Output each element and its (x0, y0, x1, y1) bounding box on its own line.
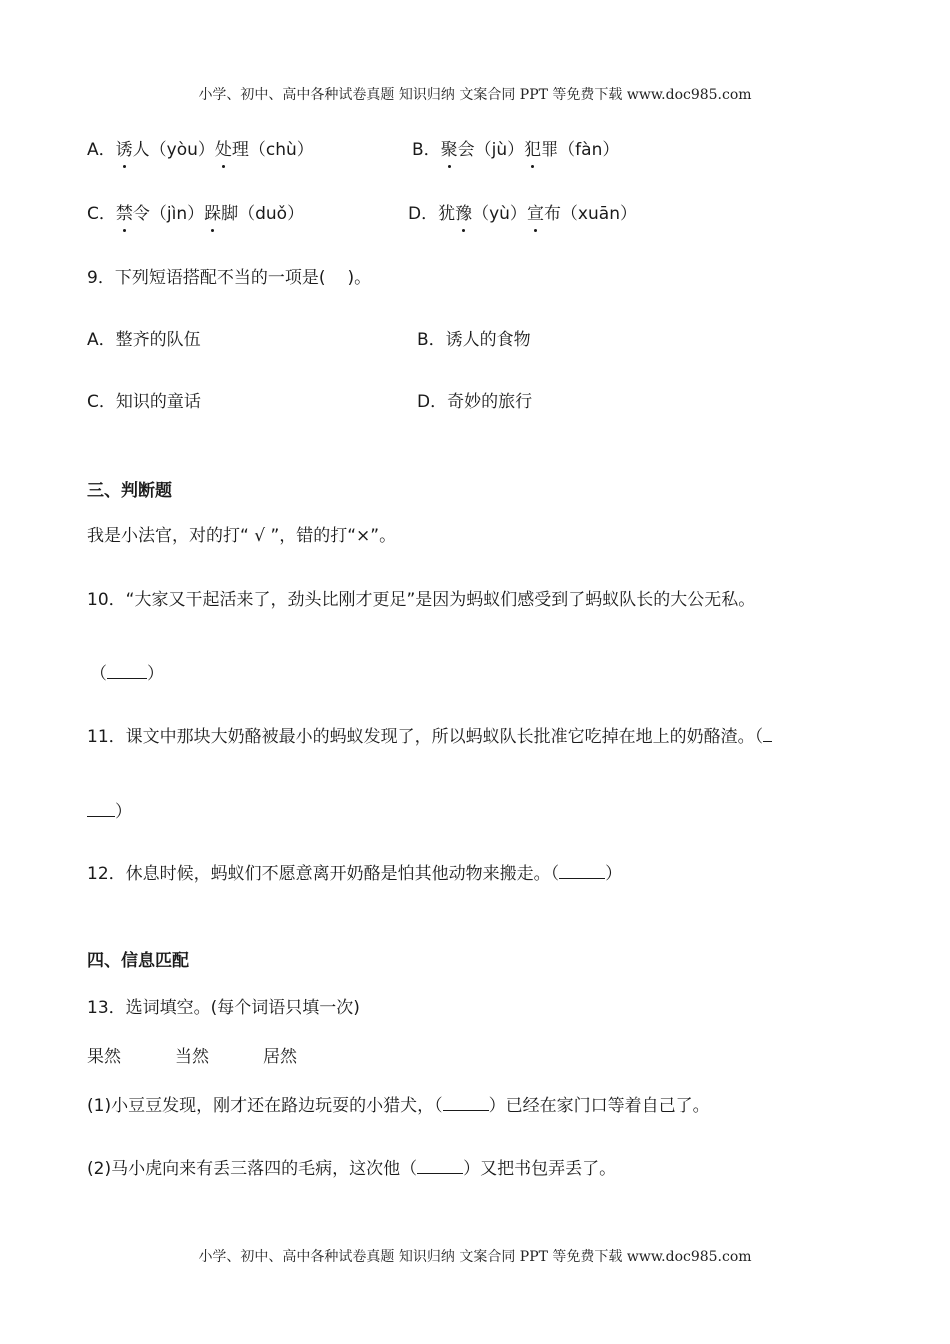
q9-stem (87, 266, 371, 290)
word-option: 当然 (175, 1047, 209, 1067)
option-text: 犹 (438, 204, 456, 224)
option-label: B． (412, 140, 441, 160)
word-option: 居然 (263, 1047, 297, 1067)
dotted-char: 诱 (115, 140, 133, 160)
question-text: 11．课文中那块大奶酪被最小的蚂蚁发现了，所以蚂蚁队长批准它吃掉在地上的奶酪渣。（ (87, 727, 764, 747)
answer-blank[interactable] (107, 662, 147, 679)
answer-blank[interactable] (559, 862, 605, 879)
bracket: ） (605, 864, 623, 884)
dotted-char: 禁 (115, 204, 133, 224)
answer-blank[interactable] (763, 725, 772, 742)
option-label: C． (87, 204, 116, 224)
q8-option-a (87, 138, 314, 162)
option-text: （yù） (472, 204, 527, 224)
dotted-char: 聚 (440, 140, 458, 160)
option-label: A． (87, 140, 116, 160)
question-text: 9．下列短语搭配不当的一项是( (87, 268, 326, 288)
section-title: 三、判断题 (87, 481, 172, 501)
item-text: (2)马小虎向来有丢三落四的毛病，这次他（ (87, 1159, 418, 1179)
option-text: 人（yòu） (132, 140, 215, 160)
q11-text (87, 725, 772, 749)
option-text: 理（chù） (231, 140, 314, 160)
item-text: ）又把书包弄丢了。 (463, 1159, 617, 1179)
answer-blank[interactable] (417, 1157, 463, 1174)
answer-blank[interactable] (87, 800, 115, 817)
question-text: )。 (347, 268, 372, 288)
item-text: (1)小豆豆发现，刚才还在路边玩耍的小猎犬，（ (87, 1096, 443, 1116)
dotted-char: 犯 (524, 140, 542, 160)
option-label: D． (408, 204, 439, 224)
dotted-char: 跺 (204, 204, 222, 224)
q10-answer (90, 662, 164, 686)
q11-answer (87, 800, 132, 824)
q12-text (87, 862, 622, 886)
q8-option-d (408, 202, 637, 226)
page-footer: 小学、初中、高中各种试卷真题 知识归纳 文案合同 PPT 等免费下载 www.doc985.com (198, 1249, 752, 1265)
q13-item-2 (87, 1157, 616, 1181)
option-text: 罪（fàn） (541, 140, 620, 160)
option-text: 令（jìn） (132, 204, 205, 224)
bracket: （ (90, 664, 107, 684)
q9-option-d: D．奇妙的旅行 (417, 392, 533, 412)
q8-option-c (87, 202, 304, 226)
q10-text: 10．“大家又干起活来了，劲头比刚才更足”是因为蚂蚁们感受到了蚂蚁队长的大公无私。 (87, 590, 756, 610)
q9-option-a: A．整齐的队伍 (87, 330, 201, 350)
q13-text: 13．选词填空。(每个词语只填一次) (87, 998, 360, 1018)
option-text: 会（jù） (457, 140, 525, 160)
dotted-char: 宣 (526, 204, 544, 224)
dotted-char: 豫 (455, 204, 473, 224)
word-bank (87, 1045, 351, 1069)
q9-option-c: C．知识的童话 (87, 392, 201, 412)
question-text: 12．休息时候，蚂蚁们不愿意离开奶酪是怕其他动物来搬走。（ (87, 864, 560, 884)
page-header: 小学、初中、高中各种试卷真题 知识归纳 文案合同 PPT 等免费下载 www.doc985.com (198, 87, 752, 103)
dotted-char: 处 (214, 140, 232, 160)
word-option: 果然 (87, 1047, 121, 1067)
option-text: 脚（duǒ） (221, 204, 305, 224)
q8-option-b (412, 138, 619, 162)
section-title: 四、信息匹配 (87, 951, 189, 971)
answer-blank[interactable] (443, 1094, 489, 1111)
q9-option-b: B．诱人的食物 (417, 330, 531, 350)
item-text: ）已经在家门口等着自己了。 (488, 1096, 710, 1116)
section-instruction: 我是小法官，对的打“ √ ”，错的打“×”。 (87, 526, 397, 546)
bracket: ） (115, 802, 132, 822)
q13-item-1 (87, 1094, 710, 1118)
option-text: 布（xuān） (543, 204, 637, 224)
bracket: ） (147, 664, 164, 684)
